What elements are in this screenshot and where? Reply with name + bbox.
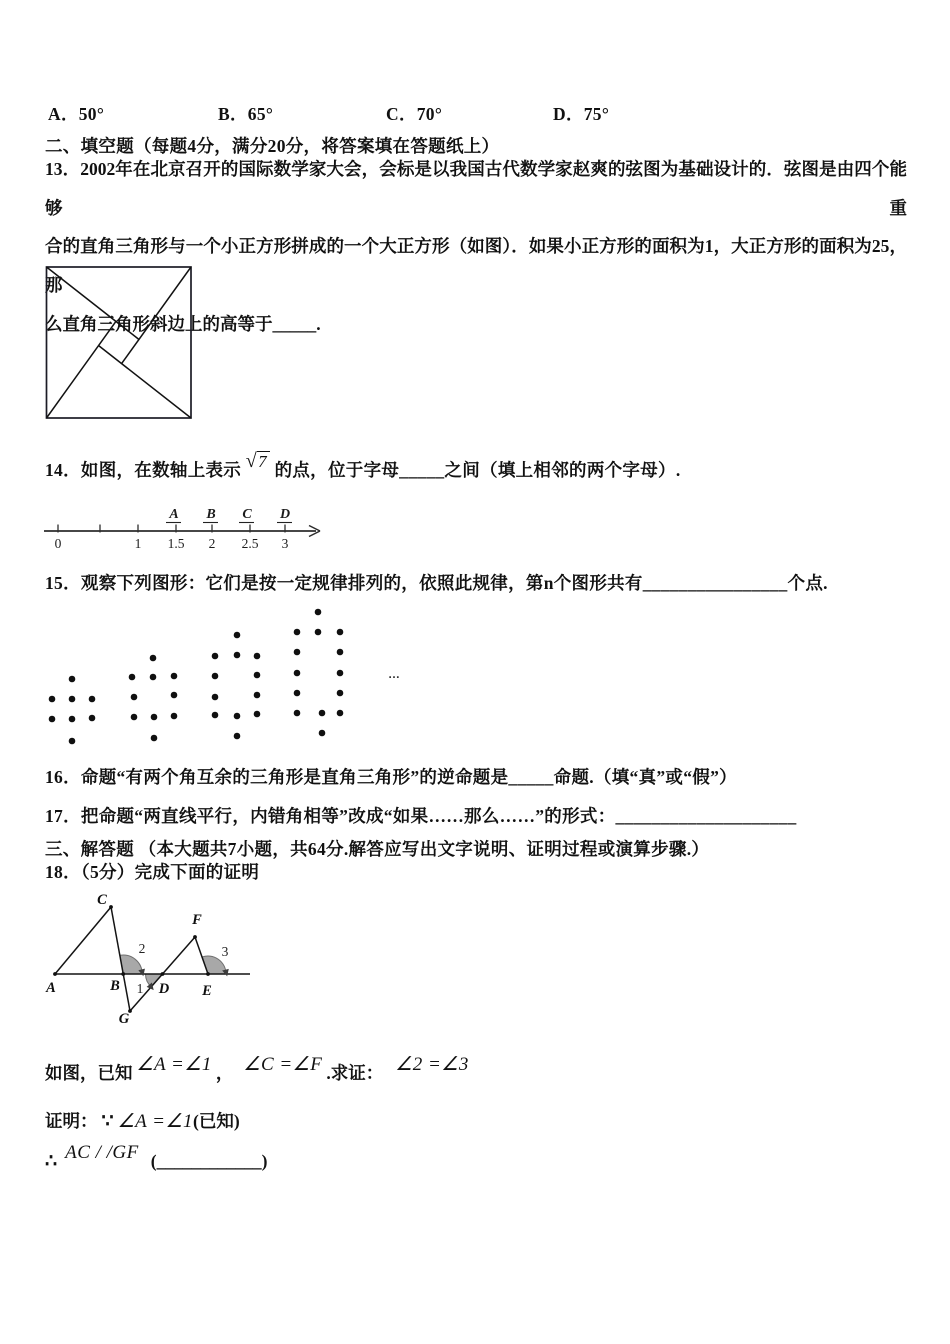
chord-diagram-figure: [45, 265, 197, 422]
reason-blank: (____________): [150, 1151, 268, 1171]
option-d: D．75°: [553, 104, 610, 124]
radical-sign: √: [245, 450, 258, 472]
prove-label: .求证：: [326, 1063, 384, 1083]
svg-text:1: 1: [134, 536, 142, 551]
svg-text:C: C: [242, 507, 252, 522]
svg-text:F: F: [192, 912, 202, 928]
svg-text:0: 0: [54, 536, 62, 551]
geometry-figure: [40, 890, 270, 1030]
dot-pattern-figure: [40, 600, 420, 755]
svg-text:1: 1: [136, 981, 144, 996]
proof-given-line: [45, 1054, 469, 1085]
svg-text:2: 2: [208, 536, 216, 551]
question-13-line1: 13．2002年在北京召开的国际数学家大会，会标是以我国古代数学家赵爽的弦图为基础设计的．弦图是由四个能够重: [45, 159, 907, 218]
question-14-suffix: 的点，位于字母_____之间（填上相邻的两个字母）.: [274, 460, 681, 480]
comma: ，: [215, 1063, 234, 1083]
math-angle-2-eq-3: ∠2 =∠3: [395, 1054, 469, 1075]
section-fill-heading: 二、填空题（每题4分，满分20分，将答案填在答题纸上）: [45, 136, 500, 156]
given-prefix: 如图，已知: [45, 1063, 133, 1083]
option-b: B．65°: [218, 104, 274, 124]
svg-text:1.5: 1.5: [167, 536, 185, 551]
proof-step-line: [45, 1108, 240, 1133]
svg-text:D: D: [158, 981, 170, 997]
number-line-figure: [40, 503, 340, 553]
therefore-symbol: ∴: [45, 1151, 58, 1172]
option-a: A．50°: [48, 104, 105, 124]
svg-text:D: D: [279, 507, 291, 522]
section-answer-heading: 三、解答题 （本大题共7小题，共64分.解答应写出文字说明、证明过程或演算步骤.）: [45, 839, 710, 859]
because-symbol: ∵: [101, 1111, 114, 1132]
proof-conclusion-line: [45, 1142, 268, 1173]
svg-text:C: C: [97, 892, 107, 908]
math-angle-a-eq-1: ∠A =∠1: [136, 1054, 212, 1075]
sqrt-7-expression: [246, 452, 270, 471]
svg-text:A: A: [169, 507, 179, 522]
svg-text:3: 3: [221, 944, 229, 959]
svg-text:B: B: [206, 507, 216, 522]
radicand: 7: [257, 451, 270, 471]
question-18-head: 18．（5分）完成下面的证明: [45, 862, 260, 882]
math-ac-parallel-gf: AC / /GF: [65, 1142, 139, 1163]
svg-text:3: 3: [281, 536, 289, 551]
proof-label: 证明：: [45, 1111, 98, 1131]
option-c: C．70°: [386, 104, 443, 124]
math-angle-c-eq-f: ∠C =∠F: [243, 1054, 323, 1075]
svg-text:A: A: [46, 980, 56, 996]
question-14-prefix: 14．如图，在数轴上表示: [45, 460, 242, 480]
question-16: 16．命题“有两个角互余的三角形是直角三角形”的逆命题是_____命题.（填“真”或“假”）: [45, 767, 737, 787]
question-17: 17．把命题“两直线平行，内错角相等”改成“如果……那么……”的形式：____________________: [45, 806, 797, 826]
question-13-line2: 合的直角三角形与一个小正方形拼成的一个大正方形（如图）．如果小正方形的面积为1，大正方形的面积为25，那: [45, 236, 907, 296]
svg-text:…: …: [388, 667, 401, 681]
svg-text:2: 2: [138, 941, 146, 956]
svg-text:E: E: [202, 983, 212, 999]
question-14: [45, 450, 681, 482]
known-label: (已知): [193, 1111, 240, 1131]
question-13-line3: 么直角三角形斜边上的高等于_____.: [45, 313, 321, 334]
svg-text:2.5: 2.5: [241, 536, 259, 551]
question-15: 15．观察下列图形：它们是按一定规律排列的，依照此规律，第n个图形共有________________个点.: [45, 573, 828, 593]
svg-text:B: B: [110, 978, 120, 994]
answer-options-row: [0, 101, 950, 123]
math-angle-a-eq-1-step: ∠A =∠1: [117, 1111, 193, 1132]
svg-text:G: G: [118, 1011, 130, 1027]
